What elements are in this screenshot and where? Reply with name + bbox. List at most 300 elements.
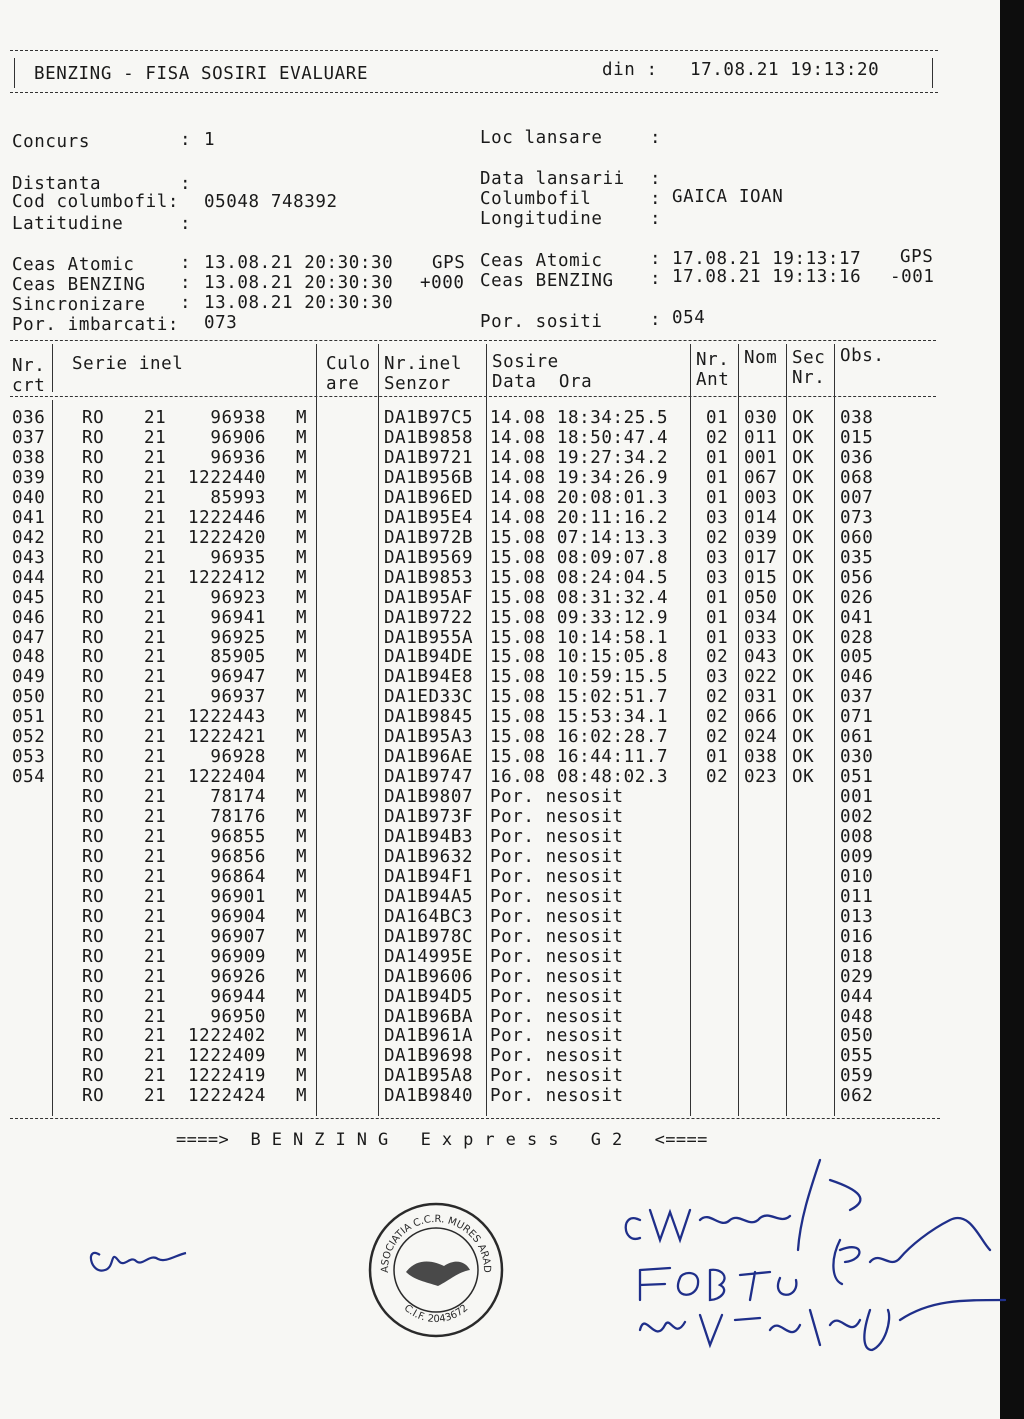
- cell-obs: 055: [840, 1046, 874, 1067]
- cell-sec: OK: [792, 607, 815, 628]
- cell-arrival: Por. nesosit: [490, 1026, 624, 1047]
- cell-obs: 050: [840, 1026, 874, 1047]
- cell-nr: 048: [12, 647, 46, 668]
- cell-year: 21: [144, 946, 167, 967]
- cell-country: RO: [82, 886, 105, 907]
- stamp-text-bottom: C.I.F. 2043672: [401, 1302, 471, 1326]
- cell-arrival: Por. nesosit: [490, 846, 624, 867]
- cell-sensor: DA1B9858: [384, 427, 474, 448]
- cell-obs: 013: [840, 906, 874, 927]
- cell-sex: M: [296, 447, 308, 468]
- loc-lansare-label: Loc lansare: [480, 128, 603, 148]
- cell-obs: 010: [840, 866, 874, 887]
- colon: :: [180, 273, 192, 293]
- cell-year: 21: [144, 687, 167, 708]
- cell-obs: 037: [840, 687, 874, 708]
- cell-year: 21: [144, 547, 167, 568]
- col-divider: [316, 344, 317, 1116]
- cell-year: 21: [144, 707, 167, 728]
- cell-sex: M: [296, 607, 308, 628]
- cell-nr: 039: [12, 467, 46, 488]
- cell-sec: OK: [792, 467, 815, 488]
- cell-sensor: DA1B97C5: [384, 408, 474, 428]
- cell-country: RO: [82, 447, 105, 468]
- cell-nr: 041: [12, 507, 46, 528]
- cell-ring: 96856: [210, 846, 266, 867]
- cell-sensor: DA1B9845: [384, 707, 474, 728]
- cell-obs: 002: [840, 807, 874, 827]
- concurs-value: 1: [204, 130, 216, 150]
- cell-sensor: DA1B9632: [384, 846, 474, 867]
- cell-arrival: Por. nesosit: [490, 866, 624, 887]
- cell-year: 21: [144, 647, 167, 668]
- col-divider: [738, 344, 739, 1116]
- cell-sensor: DA1B978C: [384, 926, 474, 947]
- cell-nr: 043: [12, 547, 46, 568]
- cell-arrival: Por. nesosit: [490, 966, 624, 987]
- cell-sex: M: [296, 886, 308, 907]
- colon: :: [180, 293, 192, 313]
- concurs-label: Concurs: [12, 132, 90, 152]
- cell-year: 21: [144, 567, 167, 588]
- cell-obs: 073: [840, 507, 874, 528]
- col-divider: [52, 400, 53, 1116]
- cell-arrival: 14.08 18:34:25.5: [490, 408, 669, 428]
- svg-text:C.I.F. 2043672: [402, 1303, 471, 1325]
- cell-year: 21: [144, 1066, 167, 1087]
- cell-year: 21: [144, 427, 167, 448]
- cell-sex: M: [296, 1086, 308, 1107]
- cell-nom: 043: [744, 647, 778, 668]
- cell-arrival: Por. nesosit: [490, 1046, 624, 1067]
- cell-nr: 038: [12, 447, 46, 468]
- cell-year: 21: [144, 667, 167, 688]
- cell-sex: M: [296, 767, 308, 788]
- cell-arrival: Por. nesosit: [490, 1086, 624, 1107]
- col-divider: [52, 344, 53, 392]
- cell-antenna: 01: [706, 467, 729, 488]
- cell-country: RO: [82, 986, 105, 1007]
- col-obs-label: Obs.: [840, 346, 885, 366]
- cell-antenna: 02: [706, 727, 729, 748]
- cell-ring: 1222402: [188, 1026, 266, 1047]
- cell-country: RO: [82, 587, 105, 608]
- signature-left: [80, 1225, 200, 1285]
- cod-value: 05048 748392: [204, 192, 338, 212]
- cell-obs: 009: [840, 846, 874, 867]
- cell-arrival: 14.08 20:08:01.3: [490, 487, 669, 508]
- col-divider: [486, 344, 487, 1116]
- cell-obs: 011: [840, 886, 874, 907]
- cell-sensor: DA1B94F1: [384, 866, 474, 887]
- colon: :: [180, 130, 192, 150]
- cell-sec: OK: [792, 747, 815, 768]
- cell-antenna: 02: [706, 767, 729, 788]
- table-top-rule: [10, 340, 936, 341]
- cell-obs: 048: [840, 1006, 874, 1027]
- cell-sensor: DA1B9840: [384, 1086, 474, 1107]
- cell-nr: 053: [12, 747, 46, 768]
- cell-sensor: DA1B955A: [384, 627, 474, 648]
- cell-ring: 85905: [210, 647, 266, 668]
- cell-sensor: DA1B96ED: [384, 487, 474, 508]
- cell-year: 21: [144, 408, 167, 428]
- cell-year: 21: [144, 607, 167, 628]
- cell-year: 21: [144, 747, 167, 768]
- cell-arrival: 15.08 08:24:04.5: [490, 567, 669, 588]
- cell-sec: OK: [792, 487, 815, 508]
- colon: :: [180, 174, 192, 194]
- cell-ring: 96855: [210, 827, 266, 847]
- cell-year: 21: [144, 827, 167, 847]
- cell-nr: 040: [12, 487, 46, 508]
- cell-sex: M: [296, 807, 308, 827]
- cell-sex: M: [296, 1046, 308, 1067]
- cell-obs: 051: [840, 767, 874, 788]
- cell-country: RO: [82, 567, 105, 588]
- cell-nom: 033: [744, 627, 778, 648]
- cell-sensor: DA1B96AE: [384, 747, 474, 768]
- cell-arrival: 16.08 08:48:02.3: [490, 767, 669, 788]
- cell-sex: M: [296, 986, 308, 1007]
- cell-country: RO: [82, 906, 105, 927]
- cell-sec: OK: [792, 427, 815, 448]
- cell-nom: 022: [744, 667, 778, 688]
- cell-nom: 066: [744, 707, 778, 728]
- cell-antenna: 03: [706, 507, 729, 528]
- cell-sensor: DA1B9807: [384, 787, 474, 807]
- cell-obs: 059: [840, 1066, 874, 1087]
- cell-ring: 96928: [210, 747, 266, 768]
- cell-obs: 029: [840, 966, 874, 987]
- cell-country: RO: [82, 1006, 105, 1027]
- cell-nom: 050: [744, 587, 778, 608]
- cell-year: 21: [144, 587, 167, 608]
- ceas-atomic-value-left: 13.08.21 20:30:30: [204, 253, 394, 273]
- cell-ring: 96941: [210, 607, 266, 628]
- table-header-rule: [10, 396, 936, 397]
- report-title: BENZING - FISA SOSIRI EVALUARE: [34, 64, 369, 84]
- cell-year: 21: [144, 846, 167, 867]
- stamp-text-top: ASOCIATIA C.C.R. MURES ARAD: [379, 1213, 493, 1273]
- cell-country: RO: [82, 527, 105, 548]
- cell-ring: 96950: [210, 1006, 266, 1027]
- ceas-benzing-suffix-right: -001: [890, 267, 935, 287]
- cell-sex: M: [296, 427, 308, 448]
- cell-arrival: 15.08 10:15:05.8: [490, 647, 669, 668]
- cell-country: RO: [82, 966, 105, 987]
- col-sosire-label-1: Sosire: [492, 352, 559, 372]
- cell-ring: 96938: [210, 408, 266, 428]
- cell-arrival: 14.08 19:34:26.9: [490, 467, 669, 488]
- cell-sex: M: [296, 687, 308, 708]
- cell-antenna: 03: [706, 567, 729, 588]
- cell-sec: OK: [792, 527, 815, 548]
- cell-ring: 1222412: [188, 567, 266, 588]
- cell-country: RO: [82, 767, 105, 788]
- col-ant-label-1: Nr.: [696, 350, 730, 370]
- cell-arrival: Por. nesosit: [490, 1066, 624, 1087]
- cell-arrival: 15.08 08:09:07.8: [490, 547, 669, 568]
- colon: :: [650, 269, 662, 289]
- colon: :: [650, 249, 662, 269]
- cell-sensor: DA1B961A: [384, 1026, 474, 1047]
- cell-nr: 036: [12, 408, 46, 428]
- cell-ring: 1222446: [188, 507, 266, 528]
- cell-country: RO: [82, 926, 105, 947]
- cell-nom: 024: [744, 727, 778, 748]
- cell-ring: 96925: [210, 627, 266, 648]
- cell-nr: 044: [12, 567, 46, 588]
- cell-nr: 051: [12, 707, 46, 728]
- cell-ring: 85993: [210, 487, 266, 508]
- cell-arrival: 14.08 19:27:34.2: [490, 447, 669, 468]
- cell-nr: 054: [12, 767, 46, 788]
- cell-nom: 023: [744, 767, 778, 788]
- cell-sensor: DA1B94A5: [384, 886, 474, 907]
- cell-arrival: 15.08 16:02:28.7: [490, 727, 669, 748]
- cell-sensor: DA14995E: [384, 946, 474, 967]
- cell-sex: M: [296, 647, 308, 668]
- col-nr-label-1: Nr.: [12, 356, 46, 376]
- col-divider: [378, 344, 379, 1116]
- cell-sex: M: [296, 467, 308, 488]
- distanta-label: Distanta: [12, 174, 102, 194]
- cell-obs: 035: [840, 547, 874, 568]
- cell-sex: M: [296, 408, 308, 428]
- cell-obs: 041: [840, 607, 874, 628]
- cell-arrival: Por. nesosit: [490, 1006, 624, 1027]
- ceas-benzing-suffix-left: +000: [420, 273, 465, 293]
- cell-sensor: DA1B95A3: [384, 727, 474, 748]
- cell-sensor: DA1B9722: [384, 607, 474, 628]
- cell-nom: 038: [744, 747, 778, 768]
- cell-country: RO: [82, 467, 105, 488]
- cell-sensor: DA1B956B: [384, 467, 474, 488]
- cell-obs: 038: [840, 408, 874, 428]
- cell-sex: M: [296, 507, 308, 528]
- signature-right: [610, 1150, 1010, 1360]
- cell-obs: 015: [840, 427, 874, 448]
- cell-sensor: DA1B9853: [384, 567, 474, 588]
- cell-sec: OK: [792, 567, 815, 588]
- cell-sec: OK: [792, 627, 815, 648]
- cell-ring: 96864: [210, 866, 266, 887]
- cell-year: 21: [144, 727, 167, 748]
- header-left-bar: [14, 58, 15, 88]
- cell-year: 21: [144, 627, 167, 648]
- cell-nom: 031: [744, 687, 778, 708]
- cell-arrival: Por. nesosit: [490, 906, 624, 927]
- cell-arrival: Por. nesosit: [490, 986, 624, 1007]
- cell-antenna: 02: [706, 707, 729, 728]
- cell-antenna: 01: [706, 587, 729, 608]
- colon: :: [650, 209, 662, 229]
- cell-ring: 96923: [210, 587, 266, 608]
- cell-nr: 046: [12, 607, 46, 628]
- cell-sex: M: [296, 527, 308, 548]
- cell-obs: 068: [840, 467, 874, 488]
- colon: :: [650, 169, 662, 189]
- col-nrinel-label-2: Senzor: [384, 374, 451, 394]
- data-lansarii-label: Data lansarii: [480, 169, 625, 189]
- cell-sec: OK: [792, 587, 815, 608]
- cell-sensor: DA1B96BA: [384, 1006, 474, 1027]
- cell-country: RO: [82, 1046, 105, 1067]
- cell-nr: 052: [12, 727, 46, 748]
- cell-country: RO: [82, 687, 105, 708]
- cell-antenna: 01: [706, 408, 729, 428]
- cell-ring: 96901: [210, 886, 266, 907]
- ceas-benzing-label-right: Ceas BENZING: [480, 271, 614, 291]
- cell-year: 21: [144, 1046, 167, 1067]
- cell-sex: M: [296, 926, 308, 947]
- cell-obs: 005: [840, 647, 874, 668]
- cell-country: RO: [82, 827, 105, 847]
- cell-ring: 96936: [210, 447, 266, 468]
- cell-country: RO: [82, 607, 105, 628]
- cell-ring: 96937: [210, 687, 266, 708]
- cell-obs: 008: [840, 827, 874, 847]
- cell-antenna: 01: [706, 607, 729, 628]
- cell-country: RO: [82, 647, 105, 668]
- cell-sex: M: [296, 547, 308, 568]
- col-sosire-label-2: Data Ora: [492, 372, 593, 392]
- cell-arrival: 15.08 10:14:58.1: [490, 627, 669, 648]
- cell-arrival: 15.08 15:02:51.7: [490, 687, 669, 708]
- colon: :: [650, 128, 662, 148]
- cell-year: 21: [144, 886, 167, 907]
- sositi-label: Por. sositi: [480, 312, 603, 332]
- cell-sensor: DA1B9698: [384, 1046, 474, 1067]
- cell-year: 21: [144, 787, 167, 807]
- cell-obs: 044: [840, 986, 874, 1007]
- cell-country: RO: [82, 667, 105, 688]
- cell-nom: 039: [744, 527, 778, 548]
- colon: :: [180, 253, 192, 273]
- col-divider: [786, 344, 787, 1116]
- cell-sensor: DA1ED33C: [384, 687, 474, 708]
- header-right-bar: [932, 58, 933, 88]
- cell-nom: 001: [744, 447, 778, 468]
- ceas-atomic-value-right: 17.08.21 19:13:17: [672, 249, 862, 269]
- table-bottom-rule: [10, 1118, 940, 1119]
- footer-brand: ====> B E N Z I N G E x p r e s s G 2 <====: [176, 1130, 708, 1150]
- col-divider: [834, 344, 835, 1116]
- ceas-atomic-label-right: Ceas Atomic: [480, 251, 603, 271]
- col-culoare-label-1: Culo: [326, 354, 371, 374]
- cell-antenna: 02: [706, 687, 729, 708]
- cell-sex: M: [296, 827, 308, 847]
- cell-obs: 001: [840, 787, 874, 807]
- cell-nom: 034: [744, 607, 778, 628]
- cell-sex: M: [296, 846, 308, 867]
- cell-sensor: DA164BC3: [384, 906, 474, 927]
- cell-country: RO: [82, 727, 105, 748]
- cell-ring: 96904: [210, 906, 266, 927]
- cell-year: 21: [144, 487, 167, 508]
- cell-sensor: DA1B972B: [384, 527, 474, 548]
- col-serie-label: Serie inel: [72, 354, 184, 374]
- ceas-atomic-suffix-left: GPS: [432, 253, 466, 273]
- cell-antenna: 02: [706, 427, 729, 448]
- col-ant-label-2: Ant: [696, 370, 730, 390]
- cell-obs: 028: [840, 627, 874, 648]
- cell-antenna: 01: [706, 627, 729, 648]
- cell-nom: 030: [744, 408, 778, 428]
- cell-year: 21: [144, 767, 167, 788]
- cell-ring: 96909: [210, 946, 266, 967]
- cell-antenna: 01: [706, 487, 729, 508]
- cell-country: RO: [82, 408, 105, 428]
- cell-sec: OK: [792, 447, 815, 468]
- cell-nom: 003: [744, 487, 778, 508]
- cell-obs: 071: [840, 707, 874, 728]
- cell-ring: 78176: [210, 807, 266, 827]
- cell-country: RO: [82, 707, 105, 728]
- cell-year: 21: [144, 966, 167, 987]
- cell-ring: 96935: [210, 547, 266, 568]
- cell-country: RO: [82, 1086, 105, 1107]
- club-stamp: [366, 1200, 506, 1340]
- col-sec-label-2: Nr.: [792, 368, 826, 388]
- cell-obs: 018: [840, 946, 874, 967]
- cell-year: 21: [144, 926, 167, 947]
- cell-nr: 042: [12, 527, 46, 548]
- sincronizare-value: 13.08.21 20:30:30: [204, 293, 394, 313]
- cell-obs: 061: [840, 727, 874, 748]
- cell-obs: 056: [840, 567, 874, 588]
- cell-year: 21: [144, 447, 167, 468]
- cell-sex: M: [296, 1026, 308, 1047]
- header-bottom-rule: [10, 92, 938, 93]
- cell-arrival: 15.08 10:59:15.5: [490, 667, 669, 688]
- cell-sensor: DA1B9569: [384, 547, 474, 568]
- cell-nr: 049: [12, 667, 46, 688]
- cell-antenna: 03: [706, 547, 729, 568]
- cell-ring: 96944: [210, 986, 266, 1007]
- cell-antenna: 02: [706, 647, 729, 668]
- cell-sensor: DA1B94B3: [384, 827, 474, 847]
- col-divider: [690, 344, 691, 1116]
- cell-ring: 1222404: [188, 767, 266, 788]
- colon: :: [650, 310, 662, 330]
- sincronizare-label: Sincronizare: [12, 295, 146, 315]
- sositi-value: 054: [672, 308, 706, 328]
- cell-sensor: DA1B9721: [384, 447, 474, 468]
- cell-obs: 062: [840, 1086, 874, 1107]
- cell-sec: OK: [792, 507, 815, 528]
- report-date-label: din :: [602, 60, 658, 80]
- cell-country: RO: [82, 846, 105, 867]
- cell-year: 21: [144, 866, 167, 887]
- latitudine-label: Latitudine: [12, 214, 124, 234]
- cell-ring: 78174: [210, 787, 266, 807]
- cell-sensor: DA1B9606: [384, 966, 474, 987]
- cell-sex: M: [296, 587, 308, 608]
- cell-sex: M: [296, 747, 308, 768]
- cell-nom: 067: [744, 467, 778, 488]
- cell-sec: OK: [792, 547, 815, 568]
- cell-sensor: DA1B94D5: [384, 986, 474, 1007]
- cell-ring: 1222424: [188, 1086, 266, 1107]
- col-nom-label: Nom: [744, 348, 778, 368]
- ceas-benzing-value-left: 13.08.21 20:30:30: [204, 273, 394, 293]
- cell-sec: OK: [792, 727, 815, 748]
- columbofil-label: Columbofil: [480, 189, 592, 209]
- cell-sex: M: [296, 727, 308, 748]
- cell-sec: OK: [792, 687, 815, 708]
